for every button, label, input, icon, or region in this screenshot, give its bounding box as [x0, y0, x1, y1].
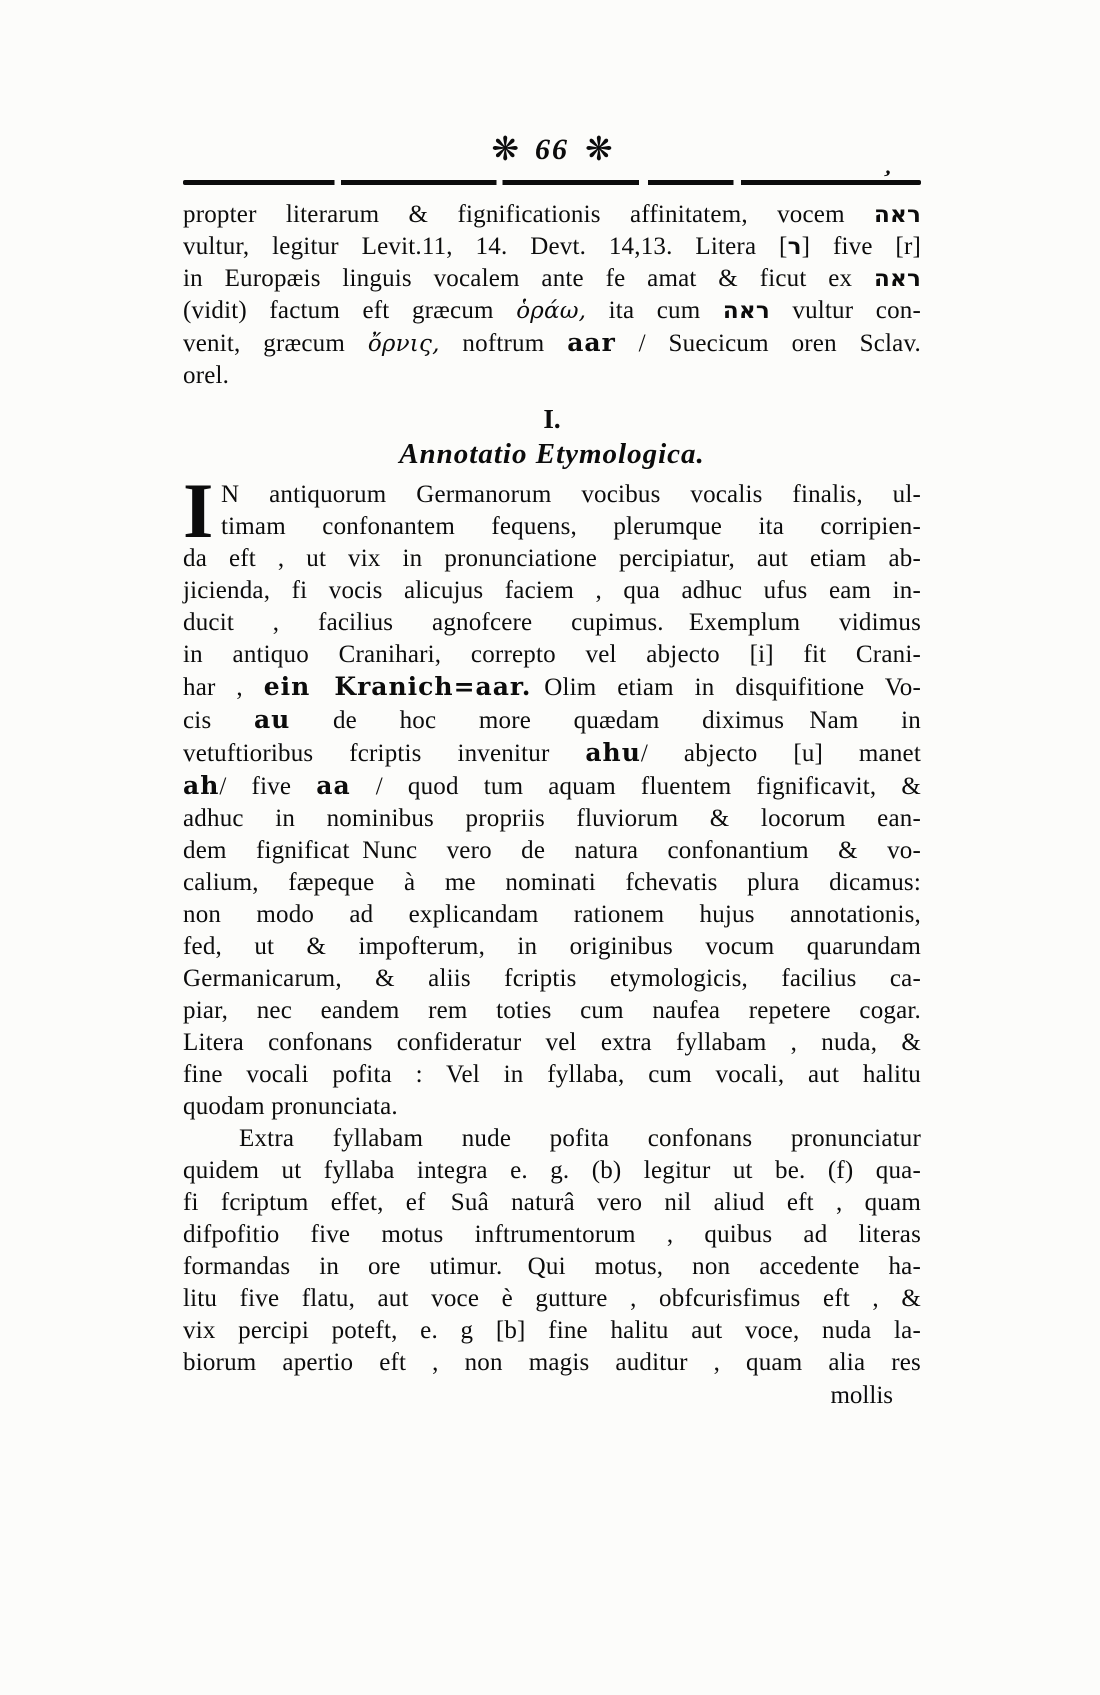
text-line: venit, græcum ὄρνις, noftrum aar / Suecicum oren Sclav. [183, 328, 921, 357]
hebrew-word: ראה [874, 202, 921, 228]
greek-word: ὁράω, [516, 298, 587, 324]
text-line: vix percipi poteft, e. g [b] fine halitu aut voce, nuda la- [183, 1317, 921, 1344]
section-heading [183, 404, 921, 472]
page-number: 66 [535, 133, 569, 166]
text-line: timam confonantem fequens, plerumque ita corripien- [221, 513, 921, 540]
page-content [183, 128, 921, 1412]
section-numeral: I. [543, 404, 561, 434]
text-line: fed, ut & impofterum, in originibus vocum quarundam [183, 933, 921, 960]
blackletter-word: ein Kranich=aar. [263, 672, 532, 701]
text-line: adhuc in nominibus propriis fluviorum & locorum ean- [183, 805, 921, 832]
text-line: Extra fyllabam nude pofita confonans pronunciatur [239, 1125, 921, 1152]
text-line: litu five flatu, aut voce è gutture , obfcurisfimus eft , & [183, 1285, 921, 1312]
greek-word: ὄρνις, [367, 331, 440, 357]
text-line: quidem ut fyllaba integra e. g. (b) legitur ut be. (f) qua- [183, 1157, 921, 1184]
text-line: vetuftioribus fcriptis invenitur ahu/ abjecto [u] manet [183, 738, 921, 767]
text-line: piar, nec eandem rem toties cum naufea repetere cogar. [183, 997, 921, 1024]
text-line: har , ein Kranich=aar. Olim etiam in disquifitione Vo- [183, 672, 921, 701]
floral-ornament-icon: ❋ [491, 128, 519, 168]
blackletter-word: ahu [585, 738, 641, 767]
header-rule-line [183, 180, 921, 185]
text-line: propter literarum & fignificationis affinitatem, vocem ראה [183, 201, 921, 228]
ink-smudge: ‚ [882, 153, 897, 180]
text-line: calium, fæpeque à me nominati fchevatis plura dicamus: [183, 869, 921, 896]
blackletter-word: aa [316, 771, 351, 800]
text-line: fine vocali pofita : Vel in fyllaba, cum vocali, aut halitu [183, 1061, 921, 1088]
hebrew-word: ראה [874, 266, 921, 292]
intro-paragraph [183, 199, 921, 392]
text-line: biorum apertio eft , non magis auditur , quam alia res [183, 1349, 921, 1376]
text-line: orel. [183, 362, 230, 389]
text-line: quodam pronunciata. [183, 1093, 398, 1120]
hebrew-word: ר [787, 234, 802, 260]
text-line: cis au de hoc more quædam diximus Nam in [183, 705, 921, 734]
text-line: dem fignificat Nunc vero de natura confonantium & vo- [183, 837, 921, 864]
text-line: in Europæis linguis vocalem ante fe amat & ficut ex ראה [183, 265, 921, 292]
hebrew-word: ראה [722, 298, 770, 324]
body-paragraphs [183, 467, 922, 1379]
text-line: (vidit) factum eft græcum ὁράω, ita cum ראה vultur con- [183, 297, 921, 324]
section-title: Annotatio Etymologica. [399, 438, 705, 470]
text-line: jicienda, fi vocis alicujus faciem , qua adhuc ufus eam in- [183, 577, 921, 604]
page-header [183, 128, 921, 172]
drop-cap: I [183, 467, 214, 554]
blackletter-word: aar [567, 328, 616, 357]
text-line: non modo ad explicandam rationem hujus annotationis, [183, 901, 921, 928]
text-line: formandas in ore utimur. Qui motus, non accedente ha- [183, 1253, 921, 1280]
text-line: Litera confonans confideratur vel extra fyllabam , nuda, & [183, 1029, 921, 1056]
text-line: difpofitio five motus inftrumentorum , quibus ad literas [183, 1221, 921, 1248]
text-line: Germanicarum, & aliis fcriptis etymologicis, facilius ca- [183, 965, 921, 992]
text-line: da eft , ut vix in pronunciatione percipiatur, aut etiam ab- [183, 545, 921, 572]
floral-ornament-icon: ❋ [585, 128, 613, 168]
header-rule [183, 153, 921, 186]
text-line: ducit , facilius agnofcere cupimus. Exemplum vidimus [183, 609, 921, 636]
text-line: vultur, legitur Levit.11, 14. Devt. 14,13. Litera [ר] five [r] [183, 233, 921, 260]
text-line: ah/ five aa / quod tum aquam fluentem fignificavit, & [183, 771, 922, 800]
catchword: mollis [830, 1382, 893, 1409]
body-lines [183, 467, 922, 1379]
text-line: fi fcriptum effet, ef Suâ naturâ vero nil aliud eft , quam [183, 1189, 921, 1216]
text-line: N antiquorum Germanorum vocibus vocalis finalis, ul- [221, 481, 921, 508]
blackletter-word: au [253, 705, 291, 734]
text-line: in antiquo Cranihari, correpto vel abjecto [i] fit Crani- [183, 641, 921, 668]
blackletter-word: ah [183, 771, 220, 800]
